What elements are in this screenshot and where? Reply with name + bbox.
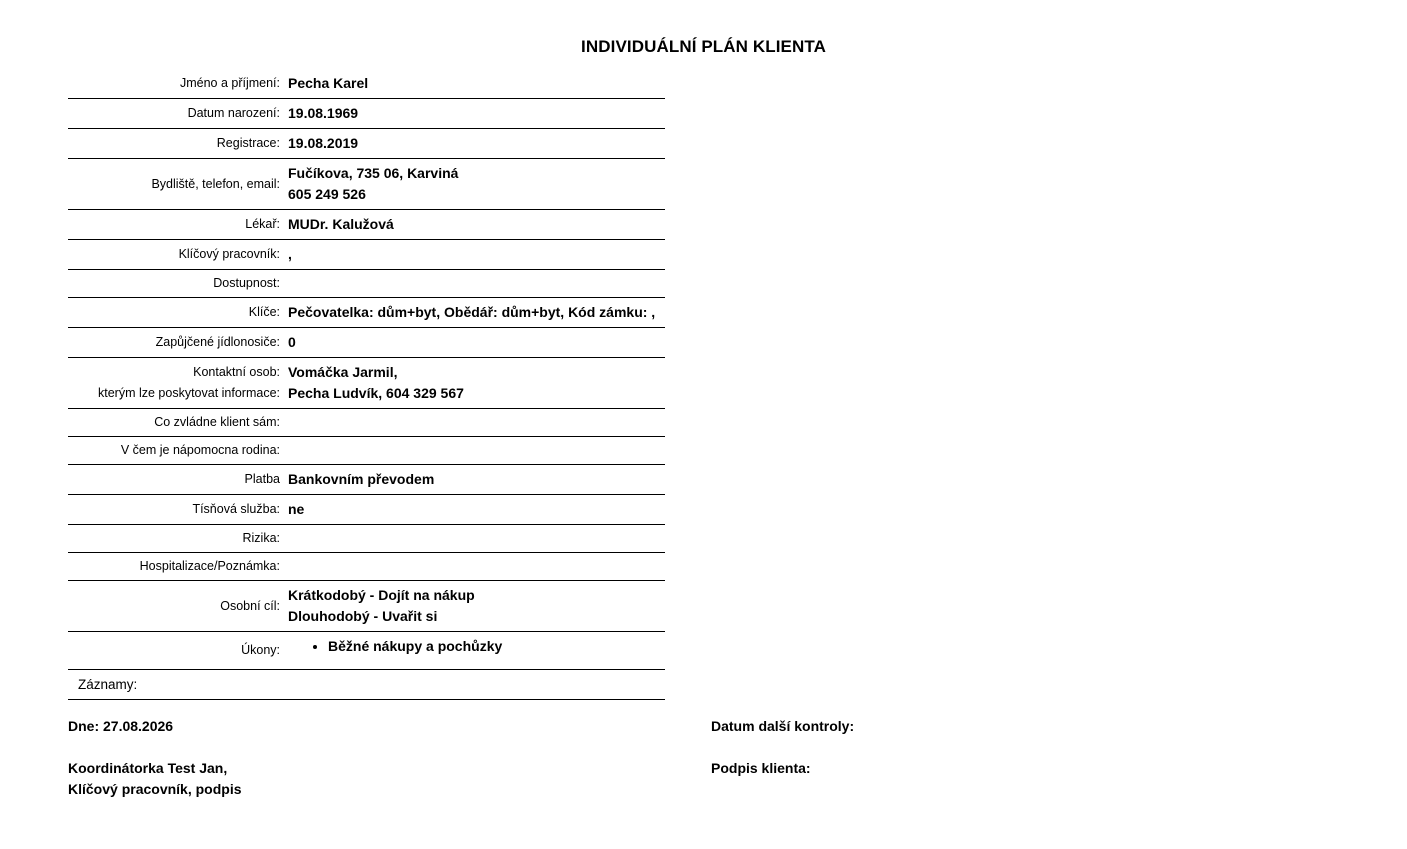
availability-value [280,270,665,298]
signer-name: Koordinátorka Test Jan, [68,760,228,776]
client-info-table [68,69,665,700]
family-help-value [280,437,665,465]
row-label [68,358,280,409]
table-row [68,670,665,700]
table-row [68,270,665,298]
key-worker-value: , [288,246,292,262]
next-check-label: Datum další kontroly: [711,718,855,734]
row-label: Úkony: [241,643,280,657]
client-signature-label: Podpis klienta: [711,760,811,776]
row-label: Co zvládne klient sám: [154,415,280,429]
hospitalization-note-value [280,553,665,581]
table-row [68,553,665,581]
table-row [68,495,665,525]
document-date: Dne: 27.08.2026 [68,718,174,734]
table-row [68,465,665,495]
goal-line: Dlouhodobý - Uvařit si [288,608,438,624]
table-row [68,240,665,270]
goal-line: Krátkodobý - Dojít na nákup [288,587,475,603]
row-label: Zapůjčené jídlonosiče: [155,335,280,349]
table-row [68,69,665,99]
row-label: V čem je nápomocna rodina: [120,443,280,457]
registration-value: 19.08.2019 [288,135,359,151]
row-label: Hospitalizace/Poznámka: [139,559,280,573]
keys-value: Pečovatelka: dům+byt, Obědář: dům+byt, Kód zámku: , [288,304,656,320]
contact-line: Pecha Ludvík, 604 329 567 [288,385,464,401]
table-row [68,632,665,670]
table-row [68,358,665,409]
risks-value [280,525,665,553]
contact-line: Vomáčka Jarmil, [288,364,398,380]
table-row [68,328,665,358]
table-row [68,129,665,159]
list-item: • Běžné nákupy a pochůzky [328,636,665,656]
row-label: Tísňová služba: [192,502,280,516]
address-value [280,159,665,210]
contact-label-line: kterým lze poskytovat informace: [97,386,280,400]
page-title: INDIVIDUÁLNÍ PLÁN KLIENTA [581,37,826,56]
row-label: Datum narození: [187,106,280,120]
records-label: Záznamy: [78,677,138,692]
table-row [68,581,665,632]
self-capability-value [280,409,665,437]
row-label: Jméno a příjmení: [179,76,280,90]
row-label: Platba [244,472,280,486]
contact-label-line: Kontaktní osob: [193,365,280,379]
row-label: Osobní cíl: [220,598,280,613]
table-row [68,99,665,129]
table-row [68,437,665,465]
table-row [68,298,665,328]
row-label: Klíčový pracovník: [178,247,280,261]
tasks-value [280,632,665,670]
row-label: Klíče: [248,305,280,319]
birth-date-value: 19.08.1969 [288,105,359,121]
signer-block [68,758,242,800]
row-label: Rizika: [242,531,280,545]
doctor-value: MUDr. Kalužová [288,216,394,232]
tasks-list [288,636,665,656]
table-row [68,210,665,240]
table-row [68,409,665,437]
row-label: Lékař: [245,217,280,231]
emergency-service-value: ne [288,501,305,517]
payment-value: Bankovním převodem [288,471,435,487]
signer-role: Klíčový pracovník, podpis [68,781,242,797]
table-row [68,525,665,553]
address-line: Fučíkova, 735 06, Karviná [288,165,459,181]
contacts-value [280,358,665,409]
row-label: Bydliště, telefon, email: [151,176,280,191]
row-label: Dostupnost: [213,276,280,290]
row-label: Registrace: [216,136,280,150]
phone-line: 605 249 526 [288,186,366,202]
client-name-value: Pecha Karel [288,75,369,91]
table-row [68,159,665,210]
food-containers-value: 0 [288,334,296,350]
personal-goal-value [280,581,665,632]
